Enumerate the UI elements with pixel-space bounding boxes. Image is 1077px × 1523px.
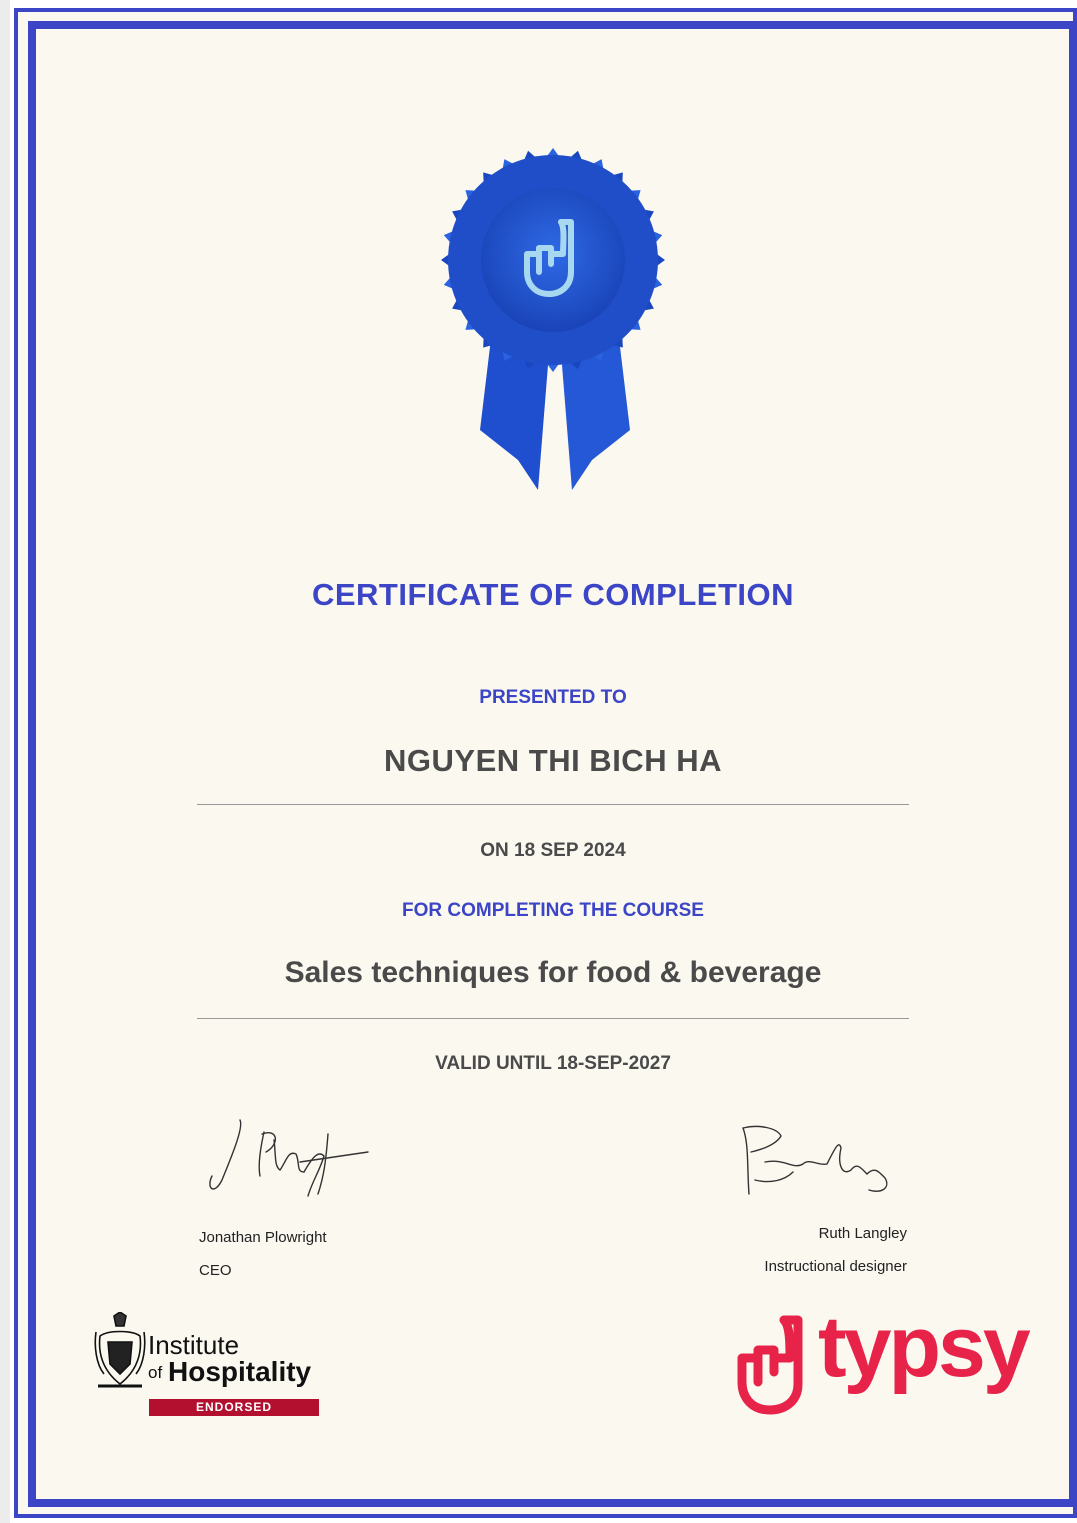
signatory-name: Jonathan Plowright [199, 1229, 327, 1246]
recipient-name: NGUYEN THI BICH HA [384, 743, 722, 778]
signature-jonathan-plowright [200, 1110, 380, 1205]
institute-wordmark-line2: Hospitality [168, 1356, 312, 1387]
course-label: FOR COMPLETING THE COURSE [402, 900, 704, 921]
institute-wordmark-of: of [148, 1363, 163, 1382]
endorsed-badge: ENDORSED [149, 1399, 319, 1416]
institute-of-hospitality-logo [94, 1312, 324, 1418]
signatory-name: Ruth Langley [818, 1225, 907, 1242]
award-rosette-icon [430, 140, 680, 500]
typsy-wordmark: typsy [818, 1299, 1028, 1395]
signatory-role: Instructional designer [764, 1258, 907, 1275]
signature-ruth-langley [735, 1118, 905, 1203]
valid-until: VALID UNTIL 18-SEP-2027 [435, 1053, 671, 1074]
typsy-hand-icon [736, 1314, 808, 1416]
typsy-logo [736, 1299, 1036, 1422]
coat-of-arms-icon [94, 1312, 146, 1394]
divider [197, 1018, 909, 1019]
course-name: Sales techniques for food & beverage [284, 956, 822, 989]
presented-to-label: PRESENTED TO [479, 687, 627, 708]
completion-date: ON 18 SEP 2024 [480, 840, 626, 861]
divider [197, 804, 909, 805]
page-edge [0, 0, 10, 1523]
certificate-title: CERTIFICATE OF COMPLETION [311, 577, 795, 612]
signatory-role: CEO [199, 1262, 232, 1279]
institute-wordmark-line1: Institute [148, 1330, 240, 1360]
